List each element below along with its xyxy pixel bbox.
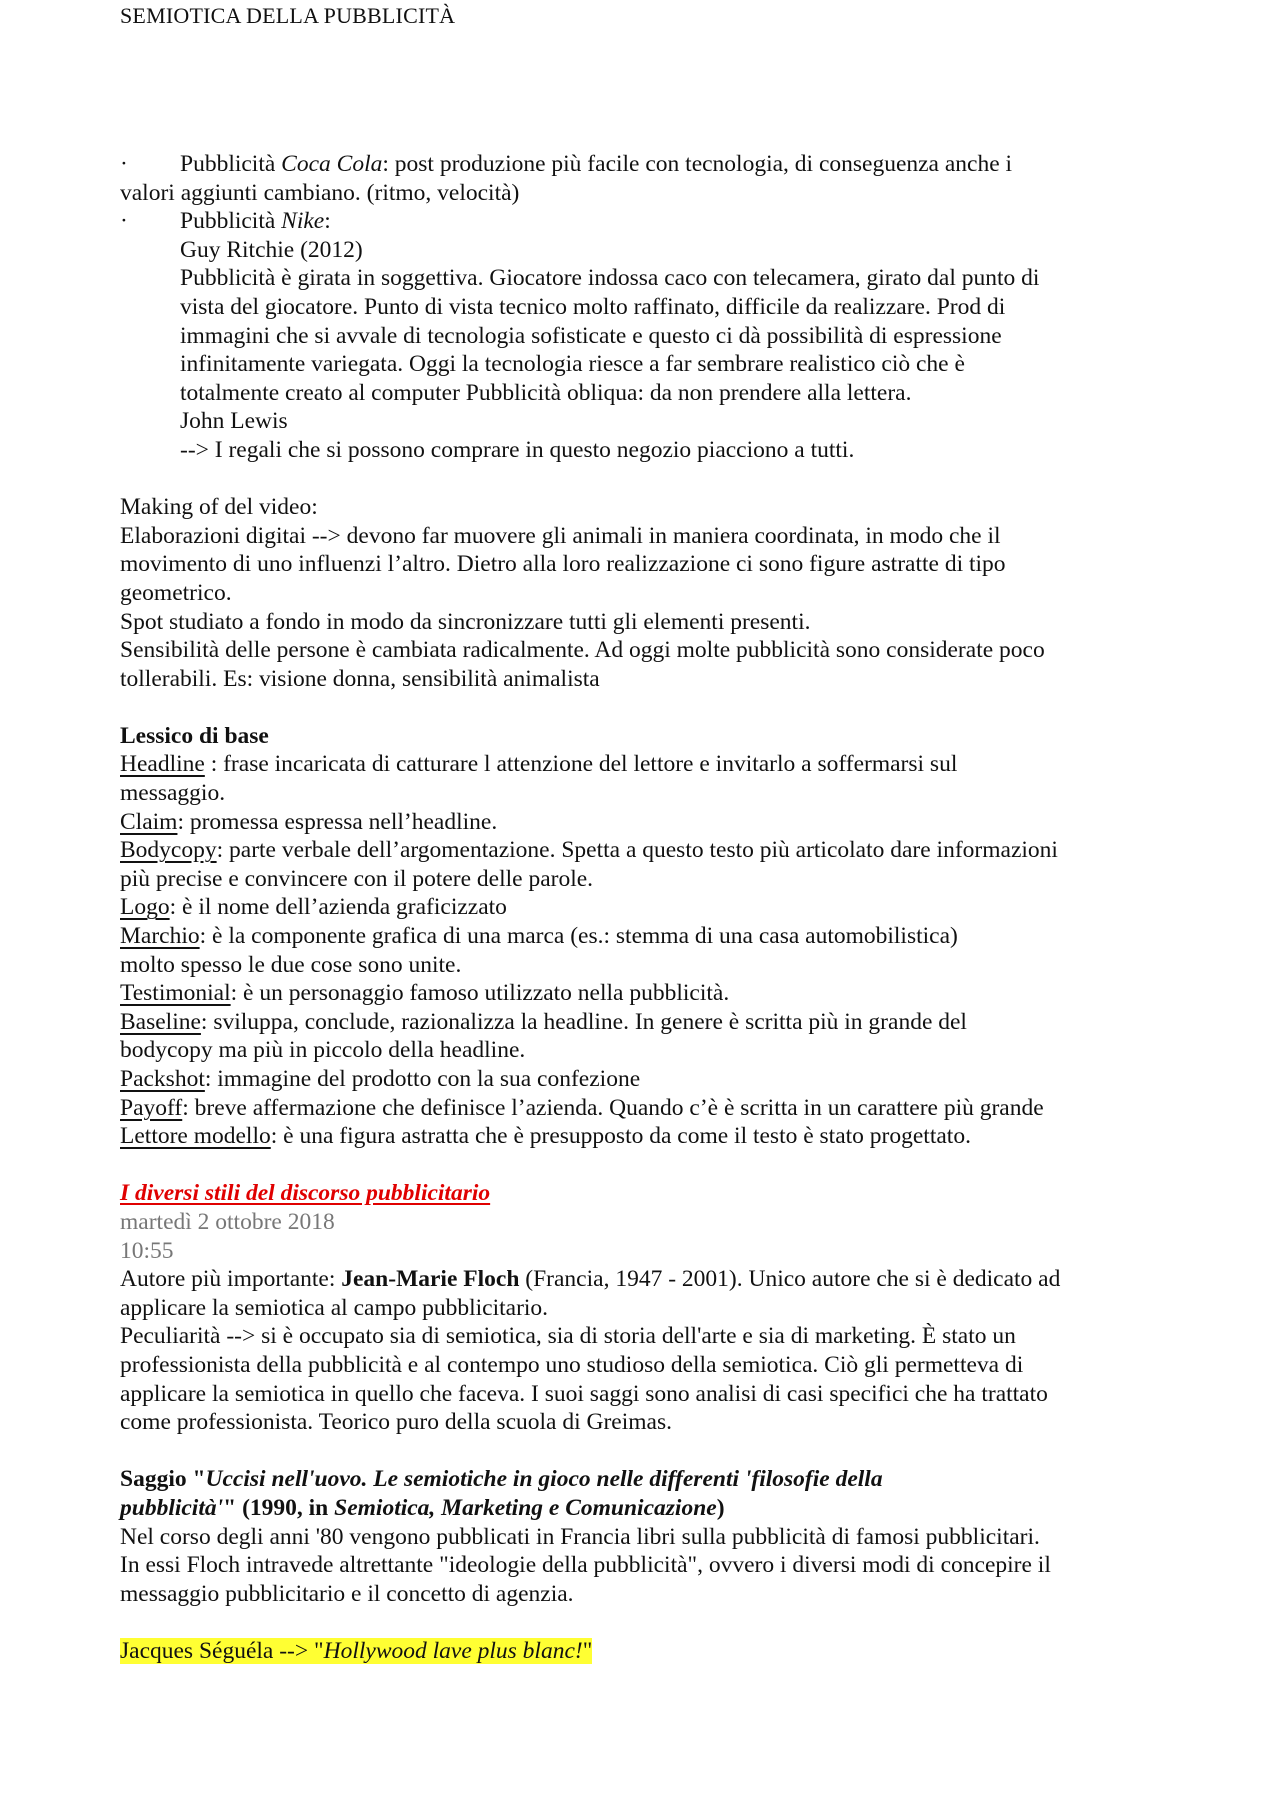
nike-details [120, 236, 1170, 465]
lessico-section [120, 722, 1170, 1151]
nike-line: Guy Ritchie (2012) [180, 236, 363, 263]
term-marchio: Marchio [120, 923, 200, 950]
saggio-heading-cont [120, 1494, 1170, 1523]
making-of-line: Sensibilità delle persone è cambiata radicalmente. Ad oggi molte pubblicità sono considerate poco [120, 637, 1045, 664]
making-of-line: Making of del video: [120, 494, 318, 521]
making-of-section [120, 493, 1170, 693]
stili-line: applicare la semiotica in quello che faceva. I suoi saggi sono analisi di casi specifici che ha trattato [120, 1380, 1048, 1407]
nike-line: immagini che si avvale di tecnologia sofisticate e questo ci dà possibilità di espressione [180, 322, 1002, 349]
saggio-line: Nel corso degli anni '80 vengono pubblicati in Francia libri sulla pubblicità di famosi pubblicitari. [120, 1523, 1040, 1550]
term-testimonial: Testimonial [120, 980, 231, 1007]
nike-line: vista del giocatore. Punto di vista tecnico molto raffinato, difficile da realizzare. Prod di [180, 293, 1006, 320]
lessico-entry-logo [120, 893, 1170, 922]
saggio-section [120, 1465, 1170, 1608]
nike-line: totalmente creato al computer Pubblicità obliqua: da non prendere alla lettera. [180, 379, 912, 406]
bullet-nike [120, 207, 1170, 236]
term-definition: : breve affermazione che definisce l’azienda. Quando c’è è scritta in un carattere più grande [182, 1094, 1044, 1121]
term-payoff: Payoff [120, 1094, 183, 1121]
making-of-line: tollerabili. Es: visione donna, sensibilità animalista [120, 665, 600, 692]
term-claim: Claim [120, 808, 178, 835]
stili-line: Peculiarità --> si è occupato sia di semiotica, sia di storia dell'arte e sia di marketing. È stato un [120, 1323, 1016, 1350]
term-definition-cont: molto spesso le due cose sono unite. [120, 951, 462, 978]
saggio-book: Semiotica, Marketing e Comunicazione [334, 1494, 717, 1521]
bullet-text-post: : post produzione più facile con tecnologia, di conseguenza anche i [382, 151, 1013, 177]
term-definition: : sviluppa, conclude, razionalizza la headline. In genere è scritta più in grande del [200, 1008, 967, 1035]
lessico-entry-testimonial [120, 979, 1170, 1008]
spacer [120, 1437, 1170, 1466]
note-date: martedì 2 ottobre 2018 [120, 1208, 335, 1235]
bullet-coca-cola [120, 150, 1170, 179]
author-name: Jean-Marie Floch [341, 1266, 520, 1293]
bullet-coca-cola-cont: valori aggiunti cambiano. (ritmo, velocità) [120, 179, 520, 206]
term-definition: : è la componente grafica di una marca (es.: stemma di una casa automobilistica) [199, 923, 958, 950]
lessico-entry-marchio [120, 922, 1170, 951]
term-headline: Headline [120, 751, 205, 778]
stili-line: professionista della pubblicità e al contempo uno studioso della semiotica. Ciò gli permetteva di [120, 1351, 1024, 1378]
nike-line: infinitamente variegata. Oggi la tecnologia riesce a far sembrare realistico ciò che è [180, 351, 965, 378]
bullet-text-post: : [324, 208, 331, 235]
term-definition: : parte verbale dell’argomentazione. Spetta a questo testo più articolato dare informazioni [216, 837, 1058, 864]
page-header-title: SEMIOTICA DELLA PUBBLICITÀ [120, 3, 456, 28]
spacer [120, 465, 1170, 494]
section-heading-stili: I diversi stili del discorso pubblicitario [120, 1180, 491, 1207]
term-definition-cont: messaggio. [120, 780, 226, 807]
lessico-entry-bodycopy [120, 836, 1170, 865]
lessico-entry-baseline [120, 1008, 1170, 1037]
saggio-line: messaggio pubblicitario e il concetto di agenzia. [120, 1580, 574, 1607]
seguela-quote: Hollywood lave plus blanc! [323, 1637, 583, 1664]
nike-line: Pubblicità è girata in soggettiva. Giocatore indossa caco con telecamera, girato dal punto di [180, 265, 1040, 292]
bullet-dot: · [120, 151, 128, 177]
term-bodycopy: Bodycopy [120, 837, 217, 864]
nike-line: John Lewis [180, 408, 288, 435]
nike-line: --> I regali che si possono comprare in questo negozio piacciono a tutti. [180, 436, 855, 463]
text-run: (Francia, 1947 - 2001). Unico autore che si è dedicato ad [519, 1266, 1061, 1293]
term-packshot: Packshot [120, 1066, 205, 1092]
stili-section [120, 1179, 1170, 1436]
term-baseline: Baseline [120, 1008, 201, 1035]
saggio-heading [120, 1465, 1170, 1494]
brand-coca-cola: Coca Cola [281, 151, 383, 177]
document-body [120, 150, 1170, 1665]
spacer [120, 693, 1170, 722]
making-of-line: Spot studiato a fondo in modo da sincronizzare tutti gli elementi presenti. [120, 608, 811, 635]
term-definition-cont: bodycopy ma più in piccolo della headline. [120, 1037, 526, 1064]
text-run: Autore più importante: [120, 1266, 342, 1293]
making-of-line: Elaborazioni digitai --> devono far muovere gli animali in maniera coordinata, in modo che il [120, 522, 1001, 549]
term-definition: : promessa espressa nell’headline. [177, 808, 498, 835]
stili-paragraph-1 [120, 1265, 1170, 1294]
spacer [120, 1151, 1170, 1180]
bullet-text-pre: Pubblicità [180, 208, 282, 235]
text-run: " [582, 1637, 593, 1664]
saggio-line: In essi Floch intravede altrettante "ideologie della pubblicità", ovvero i diversi modi di concepire il [120, 1552, 1051, 1579]
term-definition: : frase incaricata di catturare l attenzione del lettore e invitarlo a soffermarsi sul [204, 751, 958, 778]
text-run: Jacques Séguéla --> " [120, 1637, 324, 1664]
making-of-line: movimento di uno influenzi l’altro. Dietro alla loro realizzazione ci sono figure astratte di tipo [120, 551, 1006, 578]
text-run: ) [716, 1494, 725, 1521]
stili-line: come professionista. Teorico puro della scuola di Greimas. [120, 1409, 672, 1436]
term-logo: Logo [120, 894, 170, 921]
bullet-text-pre: Pubblicità [180, 151, 282, 177]
term-lettore-modello: Lettore modello [120, 1123, 271, 1150]
text-run: " (1990, in [223, 1494, 335, 1521]
brand-nike: Nike [281, 208, 325, 235]
term-definition: : è il nome dell’azienda graficizzato [169, 894, 507, 921]
seguela-quote-line [120, 1637, 1170, 1666]
spacer [120, 1608, 1170, 1637]
note-time: 10:55 [120, 1237, 174, 1264]
term-definition: : è un personaggio famoso utilizzato nella pubblicità. [230, 980, 730, 1007]
lessico-entry-lettore-modello [120, 1122, 1170, 1151]
term-definition: : immagine del prodotto con la sua confezione [204, 1066, 641, 1092]
making-of-line: geometrico. [120, 579, 232, 606]
lessico-title: Lessico di base [120, 722, 269, 749]
bullet-dot: · [120, 208, 128, 235]
saggio-title: Uccisi nell'uovo. Le semiotiche in gioco nelle differenti 'filosofie della [205, 1466, 883, 1493]
lessico-entry-headline [120, 750, 1170, 779]
saggio-title-cont: pubblicità' [120, 1494, 224, 1521]
stili-paragraph-1-cont: applicare la semiotica al campo pubblicitario. [120, 1294, 549, 1321]
term-definition: : è una figura astratta che è presupposto da come il testo è stato progettato. [270, 1123, 971, 1150]
lessico-entry-payoff [120, 1094, 1170, 1123]
term-definition-cont: più precise e convincere con il potere delle parole. [120, 865, 594, 892]
highlighted-text [120, 1638, 592, 1664]
lessico-entry-packshot [120, 1065, 1170, 1094]
lessico-entry-claim [120, 808, 1170, 837]
text-run: Saggio " [120, 1466, 206, 1493]
